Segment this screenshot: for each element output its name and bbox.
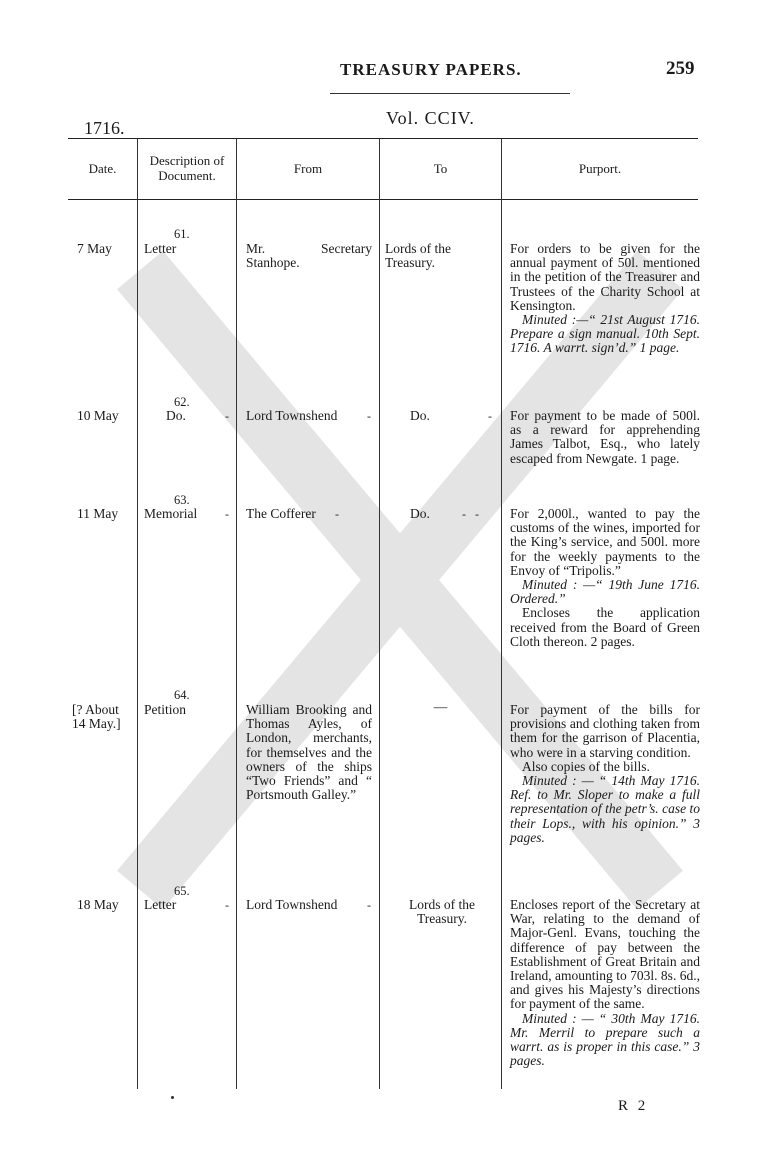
purport-minute: Minuted : —“ 19th June 1716. Ordered.” [510, 577, 700, 607]
year-label: 1716. [84, 118, 125, 138]
table-header-rule [68, 199, 698, 200]
column-header-from: From [293, 161, 323, 176]
entry-number: 63. [174, 493, 190, 507]
leader-dash: - [335, 507, 339, 521]
entry-number: 64. [174, 688, 190, 702]
column-header-description: Description of Document. [149, 153, 225, 183]
leader-dash: - [488, 409, 492, 423]
column-divider [379, 139, 380, 1089]
entry-date: 18 May [77, 897, 119, 912]
entry-description: Letter [144, 897, 177, 912]
purport-paragraph: Encloses the application received from the Board of Green Cloth thereon. 2 pages. [510, 605, 700, 649]
entry-number: 61. [174, 227, 190, 241]
entry-to: Lords of the Treasury. [409, 897, 475, 927]
volume-label: Vol. CCIV. [386, 108, 475, 128]
entry-date: 10 May [77, 408, 119, 423]
purport-paragraph: For payment to be made of 500l. as a reward for apprehending James Talbot, Esq., who lately escaped from Newgate. 1 page. [510, 408, 700, 466]
entry-purport [510, 898, 700, 1068]
purport-paragraph: Also copies of the bills. [522, 758, 650, 774]
leader-dash: - [367, 409, 371, 423]
entry-to: Lords of the Treasury. [385, 241, 451, 271]
column-divider [501, 139, 502, 1089]
purport-paragraph: For payment of the bills for provisions and clothing taken from them for the garrison of Placentia, who were in a starving condition. [510, 702, 700, 760]
leader-dash: - [225, 898, 229, 912]
column-header-to: To [433, 161, 448, 176]
ink-speck [171, 1096, 174, 1099]
leader-dash: - [225, 409, 229, 423]
entry-purport [510, 409, 700, 466]
entry-description: Petition [144, 702, 187, 717]
purport-paragraph: For orders to be given for the annual payment of 50l. mentioned in the petition of the Treasurer and Trustees of the Charity School at Kensington. [510, 241, 700, 313]
entry-date: [? About 14 May.] [72, 702, 121, 732]
entry-purport [510, 507, 700, 649]
purport-minute: Minuted : — “ 14th May 1716. Ref. to Mr. Sloper to make a full representation of the petr’s. case to their Lops., with his opinion.” 3 pages. [510, 773, 700, 845]
entry-from: William Brooking and Thomas Ayles, of London, merchants, for themselves and the owners of the ships “Two Friends” and “ Portsmouth Galley.” [246, 702, 372, 803]
column-divider [236, 139, 237, 1089]
entry-description: Memorial [144, 506, 198, 521]
entry-from: Mr. Secretary Stanhope. [246, 241, 372, 271]
purport-minute: Minuted :—“ 21st August 1716. Prepare a sign manual. 10th Sept. 1716. A warrt. sign’d.” 1 page. [510, 312, 700, 356]
entry-date: 11 May [77, 506, 119, 521]
page-number: 259 [666, 58, 695, 79]
entry-purport [510, 703, 700, 845]
column-header-date: Date. [88, 161, 117, 176]
signature-mark: R 2 [618, 1098, 649, 1114]
purport-minute: Minuted : — “ 30th May 1716. Mr. Merril to prepare such a warrt. as is proper in this case.” 3 pages. [510, 1010, 700, 1069]
purport-paragraph: Encloses report of the Secretary at War, relating to the demand of Major-Genl. Evans, touching the difference of pay between the Establishment of Great Britain and Ireland, amounting to 703l. 8s. 6d., and gives his Majesty’s directions for payment of the same. [510, 897, 700, 1012]
entry-to: Do. [410, 506, 430, 521]
entry-number: 65. [174, 884, 190, 898]
entry-date: 7 May [77, 241, 112, 256]
entry-to: Do. [410, 408, 430, 423]
leader-dash: - - [462, 507, 479, 521]
leader-dash: - [367, 898, 371, 912]
entry-from: Lord Townshend [246, 897, 338, 912]
entry-number: 62. [174, 395, 190, 409]
entry-description: Do. [166, 408, 186, 423]
entry-from: Lord Townshend [246, 408, 338, 423]
leader-dash: - [225, 507, 229, 521]
running-head-title: TREASURY PAPERS. [340, 60, 522, 79]
entry-purport [510, 242, 700, 356]
purport-paragraph: For 2,000l., wanted to pay the customs of the wines, imported for the King’s service, and 500l. more for the weekly payments to the Envoy of “Tripolis.” [510, 506, 700, 578]
column-divider [137, 139, 138, 1089]
entry-to: — [433, 699, 448, 714]
entry-from: The Cofferer [246, 506, 316, 521]
column-header-purport: Purport. [578, 161, 622, 176]
entry-description: Letter [144, 241, 177, 256]
header-rule [330, 93, 570, 94]
table-top-rule [68, 138, 698, 139]
